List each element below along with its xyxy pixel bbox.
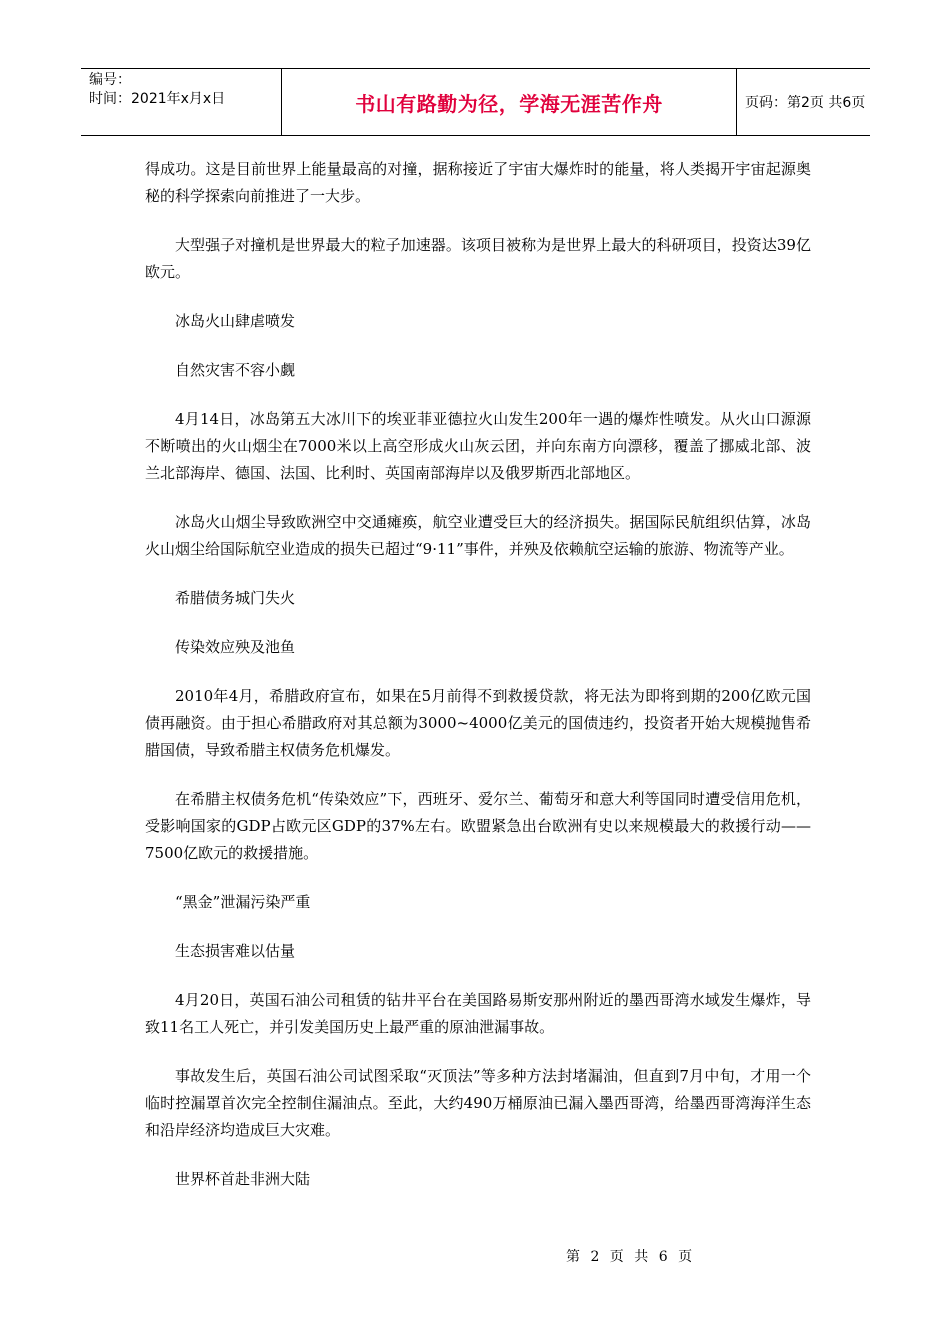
document-date-label: 时间：2021年x月x日 [89,91,226,107]
section-heading: 世界杯首赴非洲大陆 [175,1170,311,1188]
section-heading: “黑金”泄漏污染严重 [175,893,311,911]
page-footer: 第 2 页 共 6 页 [566,1249,696,1265]
section-heading: 希腊债务城门失火 [175,589,296,607]
header-motto: 书山有路勤为径，学海无涯苦作舟 [282,69,737,135]
section-subheading: 生态损害难以估量 [175,942,296,960]
paragraph: 得成功。这是目前世界上能量最高的对撞，据称接近了宇宙大爆炸时的能量，将人类揭开宇宙起源奥秘的科学探索向前推进了一大步。 [145,160,811,205]
document-number-label: 编号： [89,72,131,88]
page-header [81,68,870,136]
paragraph: 在希腊主权债务危机“传染效应”下，西班牙、爱尔兰、葡萄牙和意大利等国同时遭受信用危机，受影响国家的GDP占欧元区GDP的37%左右。欧盟紧急出台欧洲有史以来规模最大的救援行动——7500亿欧元的救援措施。 [145,790,811,862]
section-heading: 冰岛火山肆虐喷发 [175,312,296,330]
paragraph: 大型强子对撞机是世界最大的粒子加速器。该项目被称为是世界上最大的科研项目，投资达39亿欧元。 [145,236,811,281]
section-subheading: 传染效应殃及池鱼 [175,638,296,656]
section-subheading: 自然灾害不容小觑 [175,361,296,379]
header-page-info: 页码：第2页 共6页 [745,95,866,111]
paragraph: 4月14日，冰岛第五大冰川下的埃亚菲亚德拉火山发生200年一遇的爆炸性喷发。从火山口源源不断喷出的火山烟尘在7000米以上高空形成火山灰云团，并向东南方向漂移，覆盖了挪威北部、波兰北部海岸、德国、法国、比利时、英国南部海岸以及俄罗斯西北部地区。 [145,410,811,482]
paragraph: 事故发生后，英国石油公司试图采取“灭顶法”等多种方法封堵漏油，但直到7月中旬，才用一个临时控漏罩首次完全控制住漏油点。至此，大约490万桶原油已漏入墨西哥湾，给墨西哥湾海洋生态和沿岸经济均造成巨大灾难。 [145,1067,811,1139]
document-body [145,156,811,1215]
paragraph: 4月20日，英国石油公司租赁的钻井平台在美国路易斯安那州附近的墨西哥湾水域发生爆炸，导致11名工人死亡，并引发美国历史上最严重的原油泄漏事故。 [145,991,811,1036]
header-meta [81,69,282,135]
paragraph: 2010年4月，希腊政府宣布，如果在5月前得不到救援贷款，将无法为即将到期的200亿欧元国债再融资。由于担心希腊政府对其总额为3000~4000亿美元的国债违约，投资者开始大规模抛售希腊国债，导致希腊主权债务危机爆发。 [145,687,811,759]
paragraph: 冰岛火山烟尘导致欧洲空中交通瘫痪，航空业遭受巨大的经济损失。据国际民航组织估算，冰岛火山烟尘给国际航空业造成的损失已超过“9·11”事件，并殃及依赖航空运输的旅游、物流等产业。 [145,513,811,558]
